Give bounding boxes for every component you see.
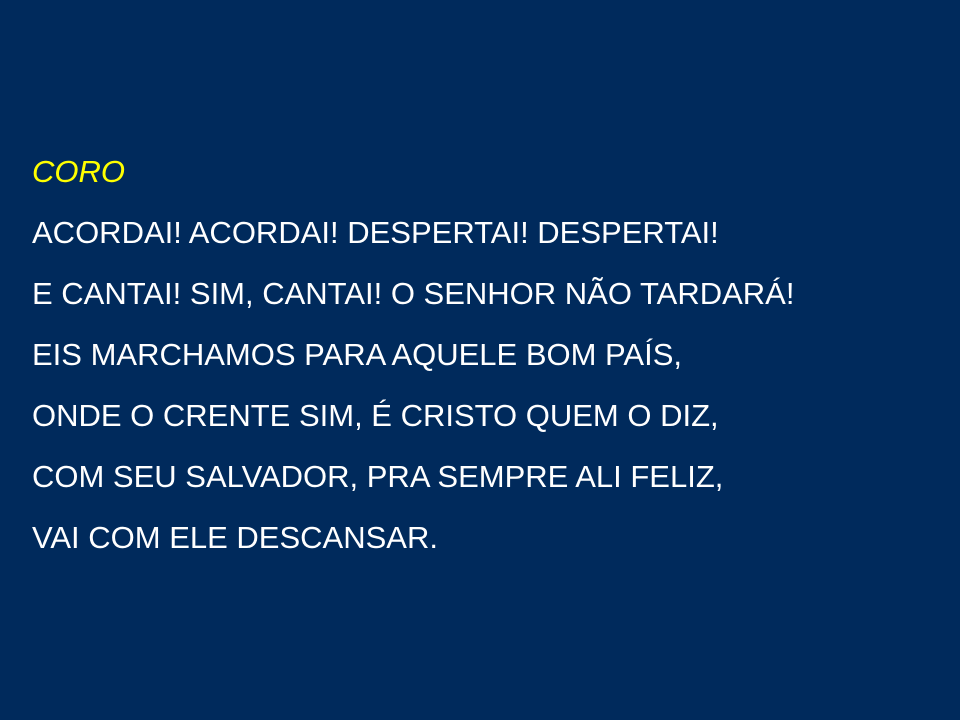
lyric-line: E CANTAI! SIM, CANTAI! O SENHOR NÃO TARDARÁ! [32, 276, 795, 311]
lyric-line: VAI COM ELE DESCANSAR. [32, 520, 438, 555]
lyric-line: COM SEU SALVADOR, PRA SEMPRE ALI FELIZ, [32, 459, 724, 494]
lyrics-block [32, 152, 952, 558]
lyric-line: ACORDAI! ACORDAI! DESPERTAI! DESPERTAI! [32, 215, 719, 250]
lyric-line: EIS MARCHAMOS PARA AQUELE BOM PAÍS, [32, 337, 683, 372]
lyrics-lines [32, 213, 952, 558]
lyric-line: ONDE O CRENTE SIM, É CRISTO QUEM O DIZ, [32, 398, 719, 433]
chorus-heading: CORO [32, 154, 125, 189]
